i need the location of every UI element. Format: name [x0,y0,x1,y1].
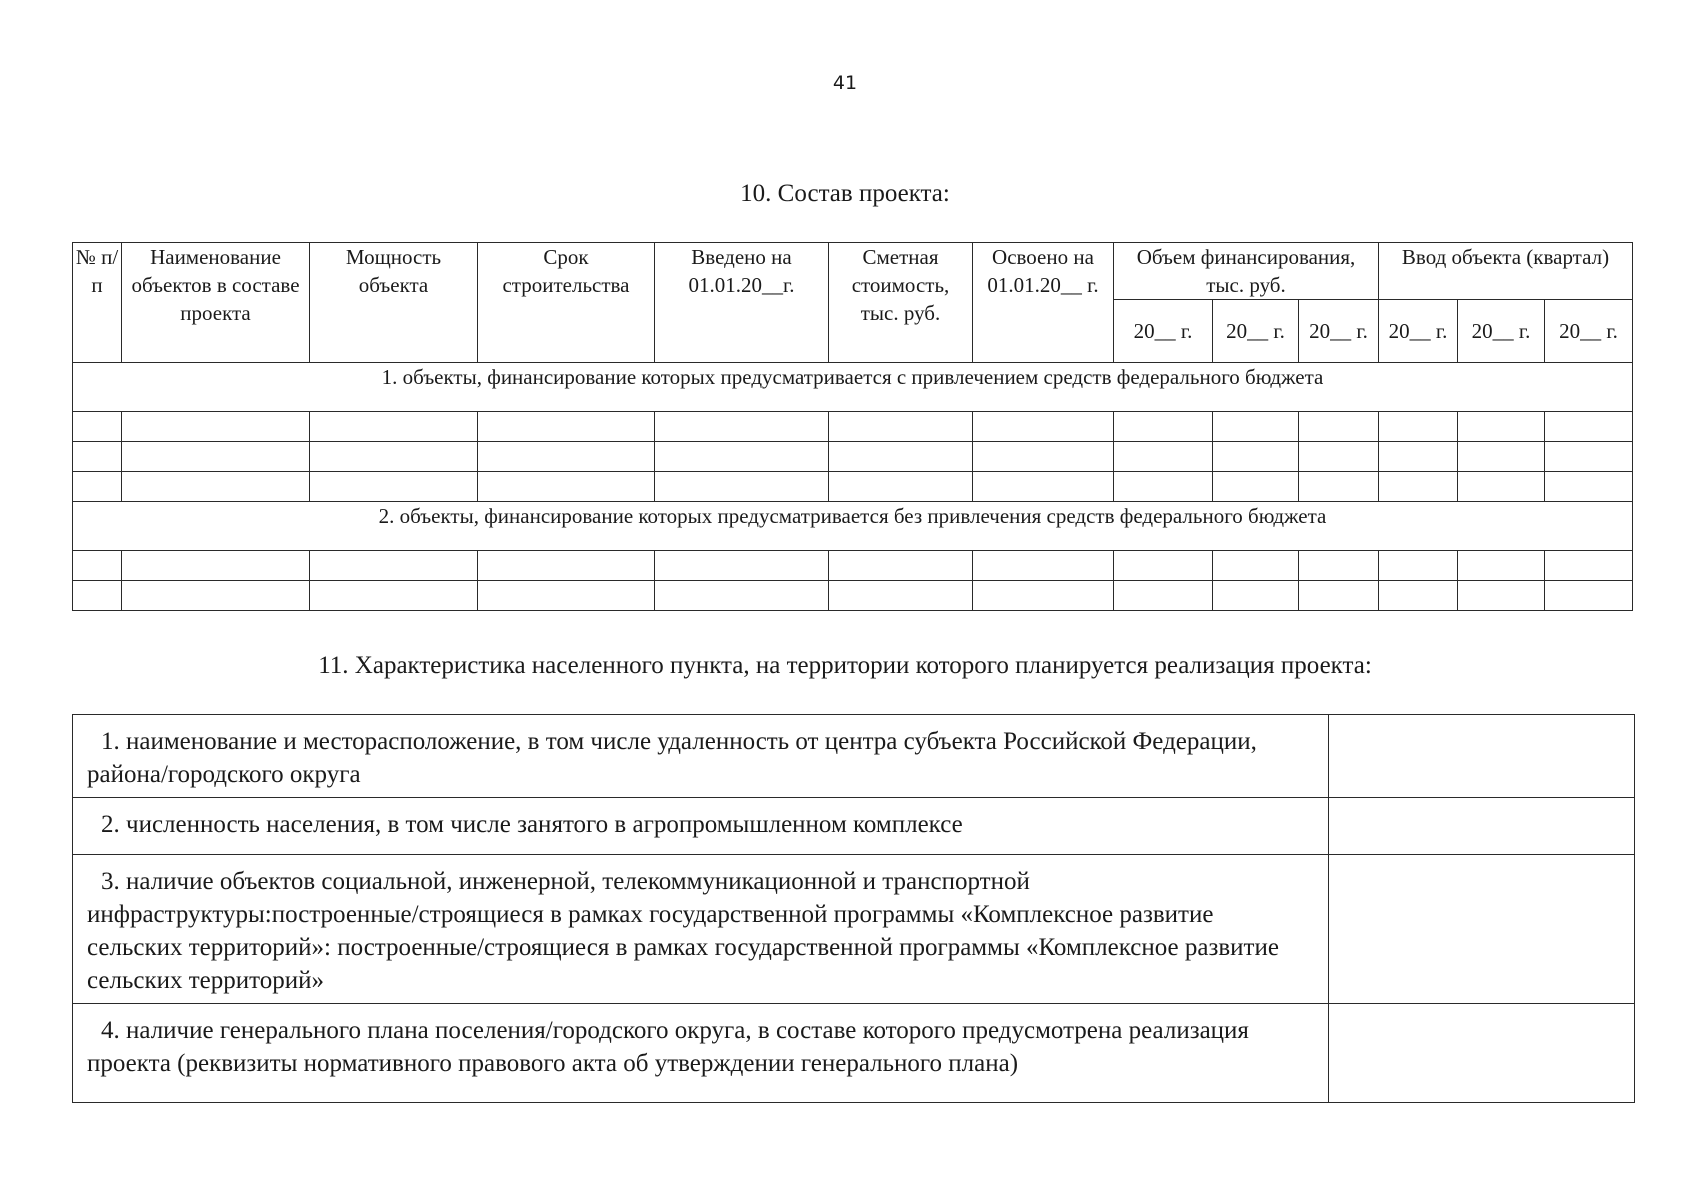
empty-cell[interactable] [478,412,655,442]
page-number: 41 [832,72,858,94]
empty-cell[interactable] [310,412,478,442]
empty-cell[interactable] [1458,442,1545,472]
characteristic-item: 4. наличие генерального плана поселения/городского округа, в составе которого предусмотрена реализация проекта (реквизиты нормативного правового акта об утверждении генерального плана) [73,1004,1329,1103]
table-row [73,855,1635,1004]
empty-cell[interactable] [829,412,973,442]
empty-cell[interactable] [973,581,1114,611]
empty-cell[interactable] [478,472,655,502]
empty-cell[interactable] [655,551,829,581]
empty-cell[interactable] [478,581,655,611]
section-10-title: 10. Состав проекта: [740,180,950,207]
value-cell[interactable] [1329,1004,1635,1103]
table-row [73,412,1633,442]
header-introduced: Введено на 01.01.20__г. [655,243,829,363]
empty-cell[interactable] [478,551,655,581]
empty-cell[interactable] [1299,581,1379,611]
empty-cell[interactable] [655,412,829,442]
table-row [73,581,1633,611]
empty-cell[interactable] [1379,581,1458,611]
empty-cell[interactable] [1458,581,1545,611]
empty-cell[interactable] [73,472,122,502]
empty-cell[interactable] [1299,551,1379,581]
table-row [73,472,1633,502]
table-row [73,798,1635,855]
empty-cell[interactable] [829,472,973,502]
empty-cell[interactable] [122,581,310,611]
year-label: 20__ г. [1458,300,1545,363]
characteristic-item: 3. наличие объектов социальной, инженерной, телекоммуникационной и транспортной инфраструктуры:построенные/строящиеся в рамках государственной программы «Комплексное развитие сельских территорий»: построенные/строящиеся в рамках государственной программы «Комплексное развитие сельских территорий» [73,855,1329,1004]
year-label: 20__ г. [1379,300,1458,363]
empty-cell[interactable] [310,472,478,502]
empty-cell[interactable] [1379,472,1458,502]
year-label: 20__ г. [1213,300,1299,363]
settlement-characteristics-table [72,714,1635,1103]
empty-cell[interactable] [310,551,478,581]
group-row-non-federal: 2. объекты, финансирование которых предусматривается без привлечения средств федерального бюджета [73,502,1633,551]
empty-cell[interactable] [1458,472,1545,502]
empty-cell[interactable] [1545,551,1633,581]
empty-cell[interactable] [1299,412,1379,442]
header-capacity: Мощность объекта [310,243,478,363]
empty-cell[interactable] [310,442,478,472]
empty-cell[interactable] [73,581,122,611]
table-row [73,1004,1635,1103]
empty-cell[interactable] [73,412,122,442]
header-financing: Объем финансирования, тыс. руб. [1114,243,1379,300]
characteristic-item: 2. численность населения, в том числе занятого в агропромышленном комплексе [73,798,1329,855]
empty-cell[interactable] [73,442,122,472]
empty-cell[interactable] [829,581,973,611]
empty-cell[interactable] [829,551,973,581]
empty-cell[interactable] [1379,442,1458,472]
empty-cell[interactable] [1114,472,1213,502]
group-row-federal: 1. объекты, финансирование которых предусматривается с привлечением средств федерального бюджета [73,363,1633,412]
empty-cell[interactable] [973,412,1114,442]
header-estimate: Сметная стоимость, тыс. руб. [829,243,973,363]
empty-cell[interactable] [122,472,310,502]
empty-cell[interactable] [122,442,310,472]
empty-cell[interactable] [1379,412,1458,442]
header-term: Срок строительства [478,243,655,363]
empty-cell[interactable] [1114,581,1213,611]
empty-cell[interactable] [1545,581,1633,611]
empty-cell[interactable] [1114,551,1213,581]
empty-cell[interactable] [655,442,829,472]
empty-cell[interactable] [829,442,973,472]
empty-cell[interactable] [1545,442,1633,472]
header-num: № п/п [73,243,122,363]
empty-cell[interactable] [1545,472,1633,502]
empty-cell[interactable] [1299,472,1379,502]
empty-cell[interactable] [478,442,655,472]
empty-cell[interactable] [73,551,122,581]
table-row [73,442,1633,472]
empty-cell[interactable] [1458,412,1545,442]
section-11-title: 11. Характеристика населенного пункта, на территории которого планируется реализация проекта: [318,652,1372,679]
empty-cell[interactable] [122,551,310,581]
empty-cell[interactable] [1213,472,1299,502]
year-label: 20__ г. [1114,300,1213,363]
empty-cell[interactable] [1545,412,1633,442]
empty-cell[interactable] [310,581,478,611]
empty-cell[interactable] [1299,442,1379,472]
empty-cell[interactable] [655,581,829,611]
header-name: Наименование объектов в составе проекта [122,243,310,363]
empty-cell[interactable] [122,412,310,442]
empty-cell[interactable] [1213,442,1299,472]
empty-cell[interactable] [1114,442,1213,472]
table-row [73,551,1633,581]
table-row [73,715,1635,798]
empty-cell[interactable] [1213,412,1299,442]
empty-cell[interactable] [1379,551,1458,581]
year-label: 20__ г. [1545,300,1633,363]
empty-cell[interactable] [973,442,1114,472]
empty-cell[interactable] [1213,581,1299,611]
empty-cell[interactable] [655,472,829,502]
value-cell[interactable] [1329,798,1635,855]
year-label: 20__ г. [1299,300,1379,363]
empty-cell[interactable] [1458,551,1545,581]
characteristic-item: 1. наименование и месторасположение, в том числе удаленность от центра субъекта Российской Федерации, района/городского округа [73,715,1329,798]
header-commission: Ввод объекта (квартал) [1379,243,1633,300]
empty-cell[interactable] [1114,412,1213,442]
value-cell[interactable] [1329,855,1635,1004]
project-composition-table [72,242,1633,611]
empty-cell[interactable] [1213,551,1299,581]
empty-cell[interactable] [973,551,1114,581]
header-mastered: Освоено на 01.01.20__ г. [973,243,1114,363]
value-cell[interactable] [1329,715,1635,798]
empty-cell[interactable] [973,472,1114,502]
